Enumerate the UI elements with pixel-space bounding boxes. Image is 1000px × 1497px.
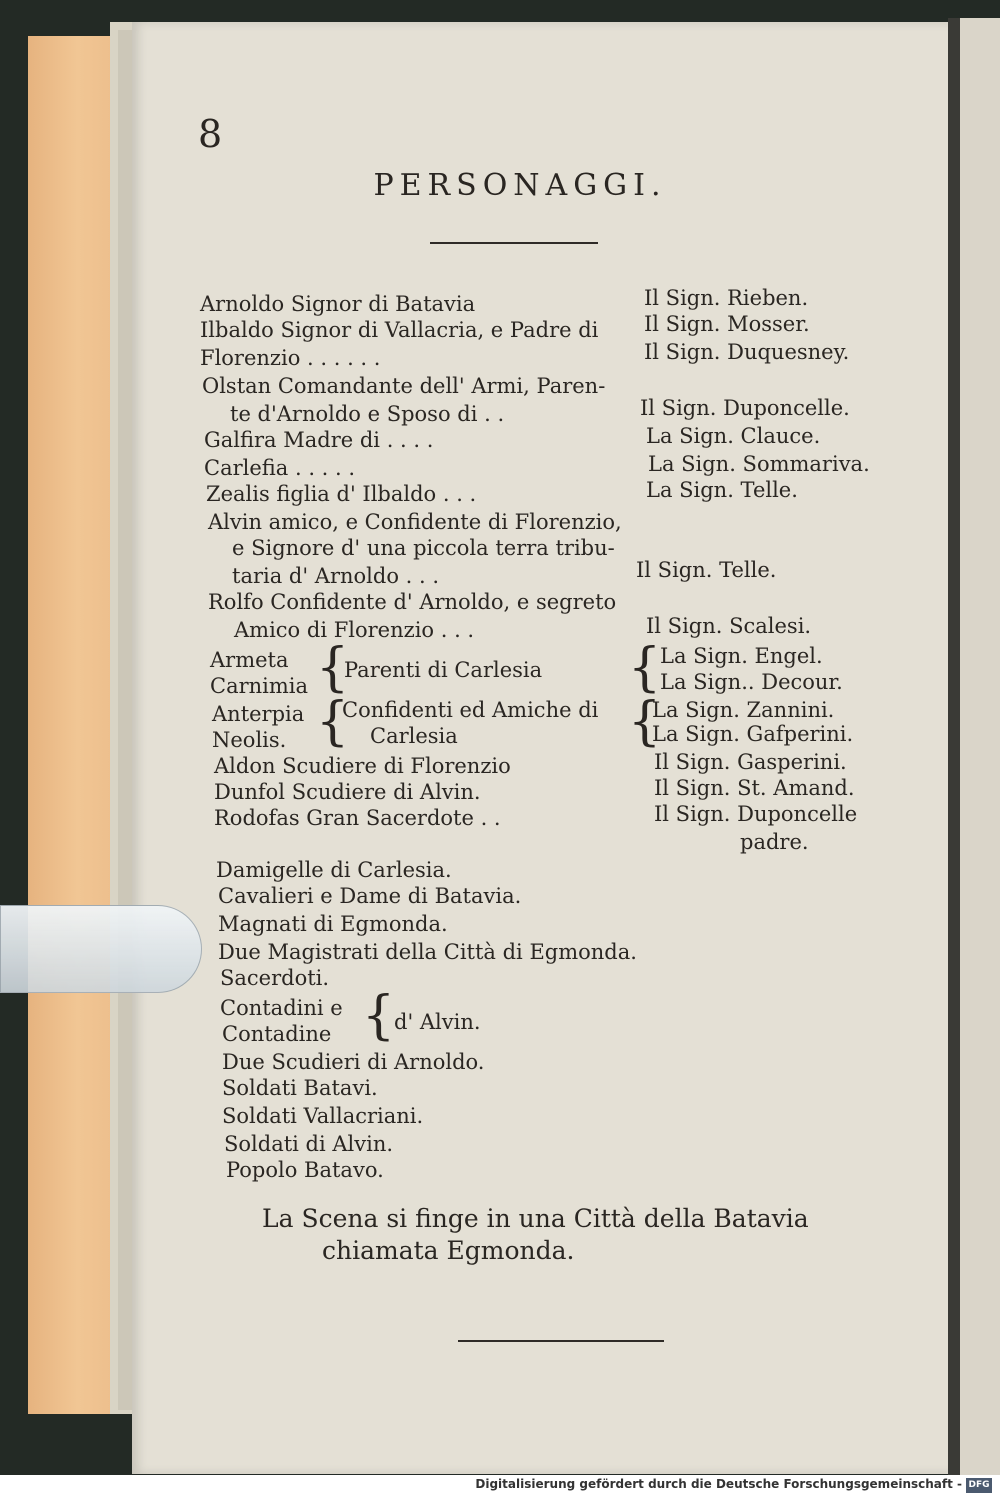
actor-line: Il Sign. Mosser. [644, 312, 810, 336]
actor-line: La Sign. Sommariva. [648, 452, 870, 476]
role-line: Dunfol Scudiere di Alvin. [214, 780, 481, 804]
actor-line: La Sign. Clauce. [646, 424, 821, 448]
actor-line: La Sign. Telle. [646, 478, 798, 502]
actor-line: Il Sign. Duponcelle. [640, 396, 850, 420]
actor-line: Il Sign. Rieben. [644, 286, 809, 310]
role-name: Neolis. [212, 728, 287, 752]
actor-line: La Sign. Zannini. [652, 698, 835, 722]
footer-credit: Digitalisierung gefördert durch die Deutsche Forschungsgemeinschaft - [475, 1477, 962, 1491]
actor-line: Il Sign. Duponcelle [654, 802, 858, 826]
left-brace: { [316, 692, 350, 752]
role-line: te d'Arnoldo e Sposo di . . [230, 402, 505, 426]
extra-line: Soldati Batavi. [222, 1076, 378, 1100]
actor-line: La Sign.. Decour. [660, 670, 843, 694]
actor-line: Il Sign. Gasperini. [654, 750, 847, 774]
left-brace: { [362, 986, 396, 1046]
actor-line: La Sign. Engel. [660, 644, 823, 668]
group-description: Confidenti ed Amiche di [342, 698, 599, 722]
scene-note: La Scena si finge in una Città della Batavia [262, 1204, 809, 1233]
scene-note: chiamata Egmonda. [322, 1236, 575, 1265]
extra-line: Due Scudieri di Arnoldo. [222, 1050, 485, 1074]
role-line: Aldon Scudiere di Florenzio [214, 754, 511, 778]
extra-line: Sacerdoti. [220, 966, 330, 990]
role-line: Ilbaldo Signor di Vallacria, e Padre di [200, 318, 599, 342]
role-name: Anterpia [212, 702, 305, 726]
footer-bar [0, 1475, 1000, 1497]
group-description: Parenti di Carlesia [344, 658, 543, 682]
extra-line: Popolo Batavo. [226, 1158, 384, 1182]
role-line: taria d' Arnoldo . . . [232, 564, 440, 588]
actor-line: Il Sign. Scalesi. [646, 614, 812, 638]
extra-line: Magnati di Egmonda. [218, 912, 448, 936]
facing-page-edge [960, 18, 1000, 1476]
left-brace: { [628, 638, 662, 698]
actor-line: Il Sign. Telle. [636, 558, 777, 582]
group-description: d' Alvin. [394, 1010, 481, 1034]
left-brace: { [628, 692, 662, 752]
role-line: Florenzio . . . . . . [200, 346, 381, 370]
page-heading: PERSONAGGI. [373, 168, 667, 203]
role-line: Rodofas Gran Sacerdote . . [214, 806, 501, 830]
actor-line: Il Sign. St. Amand. [654, 776, 855, 800]
role-name: Contadini e [220, 996, 343, 1020]
role-line: Olstan Comandante dell' Armi, Paren- [202, 374, 606, 398]
group-description: Carlesia [370, 724, 458, 748]
page-number: 8 [198, 112, 223, 156]
extra-line: Cavalieri e Dame di Batavia. [218, 884, 522, 908]
role-line: Carlefia . . . . . [204, 456, 356, 480]
end-rule [458, 1340, 664, 1342]
actor-continuation: padre. [740, 830, 809, 854]
extra-line: Soldati Vallacriani. [222, 1104, 424, 1128]
role-line: Galfira Madre di . . . . [204, 428, 434, 452]
role-line: e Signore d' una piccola terra tribu- [232, 536, 615, 560]
role-line: Zealis figlia d' Ilbaldo . . . [206, 482, 477, 506]
role-line: Rolfo Confidente d' Arnoldo, e segreto [208, 590, 617, 614]
role-line: Arnoldo Signor di Batavia [200, 292, 476, 316]
left-brace: { [316, 638, 350, 698]
role-name: Carnimia [210, 674, 309, 698]
role-line: Amico di Florenzio . . . [234, 618, 475, 642]
role-line: Alvin amico, e Confidente di Florenzio, [208, 510, 622, 534]
extra-line: Damigelle di Carlesia. [216, 858, 452, 882]
role-name: Contadine [222, 1022, 332, 1046]
heading-rule [430, 242, 598, 244]
actor-line: La Sign. Gafperini. [652, 722, 854, 746]
page-holder-clip [0, 905, 202, 993]
extra-line: Due Magistrati della Città di Egmonda. [218, 940, 637, 964]
dfg-logo: DFG [966, 1478, 992, 1493]
role-name: Armeta [210, 648, 289, 672]
extra-line: Soldati di Alvin. [224, 1132, 394, 1156]
actor-line: Il Sign. Duquesney. [644, 340, 850, 364]
